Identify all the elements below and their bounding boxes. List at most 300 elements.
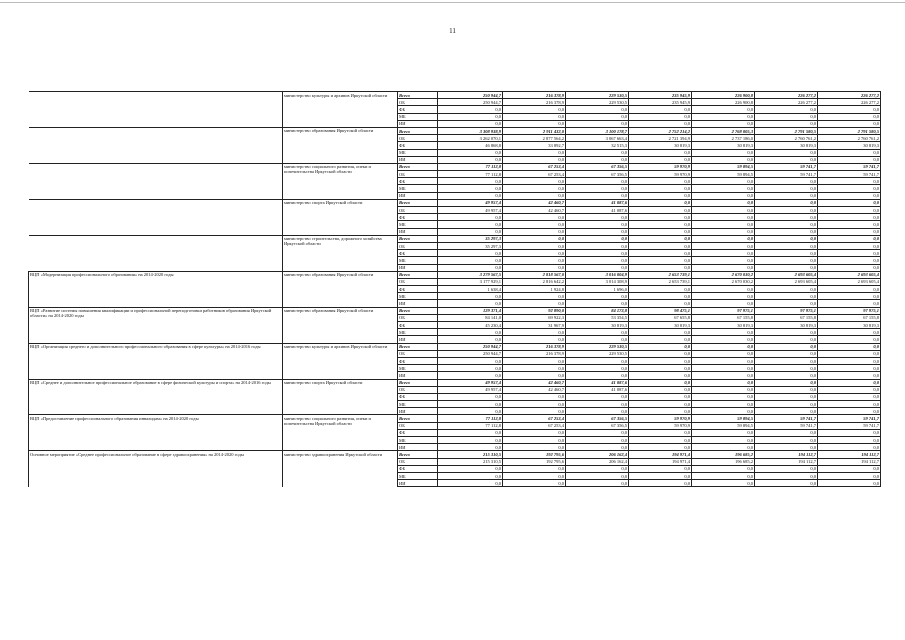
amount-cell: 0,0 (818, 336, 881, 343)
funding-source-cell: Всего (398, 163, 438, 170)
amount-cell: 0,0 (818, 120, 881, 127)
amount-cell: 0,0 (438, 437, 503, 444)
amount-cell: 0,0 (818, 192, 881, 199)
amount-cell: 0,0 (692, 444, 755, 451)
amount-cell: 0,0 (818, 221, 881, 228)
amount-cell: 2 752 214,2 (629, 127, 692, 134)
amount-cell: 0,0 (629, 199, 692, 206)
amount-cell: 0,0 (755, 444, 818, 451)
funding-source-cell: МБ (398, 365, 438, 372)
amount-cell: 0,0 (503, 393, 566, 400)
amount-cell: 0,0 (692, 401, 755, 408)
amount-cell: 0,0 (566, 113, 629, 120)
responsible-executor-cell: министерство социального развития, опеки и попечительства Иркутской области (283, 415, 398, 451)
amount-cell: 0,0 (755, 408, 818, 415)
amount-cell: 30 819,3 (818, 322, 881, 329)
amount-cell: 67 655,8 (629, 314, 692, 321)
amount-cell: 1 638,4 (438, 286, 503, 293)
amount-cell: 0,0 (692, 120, 755, 127)
amount-cell: 0,0 (438, 365, 503, 372)
amount-cell: 0,0 (503, 300, 566, 307)
program-name-cell (29, 235, 283, 271)
responsible-executor-cell: министерство спорта Иркутской области (283, 379, 398, 415)
amount-cell: 1 924,8 (503, 286, 566, 293)
amount-cell: 2 653 739,1 (629, 278, 692, 285)
amount-cell: 0,0 (692, 329, 755, 336)
amount-cell: 0,0 (566, 178, 629, 185)
amount-cell: 41 087,6 (566, 379, 629, 386)
amount-cell: 0,0 (503, 221, 566, 228)
amount-cell: 67 253,4 (503, 415, 566, 422)
amount-cell: 0,0 (755, 178, 818, 185)
funding-source-cell: ОБ (398, 278, 438, 285)
funding-source-cell: ИИ (398, 192, 438, 199)
amount-cell: 0,0 (818, 437, 881, 444)
amount-cell: 226 277,2 (818, 92, 881, 99)
amount-cell: 0,0 (818, 386, 881, 393)
amount-cell: 0,0 (755, 257, 818, 264)
amount-cell: 0,0 (818, 264, 881, 271)
amount-cell: 0,0 (755, 472, 818, 479)
amount-cell: 0,0 (755, 149, 818, 156)
amount-cell: 59 894,5 (692, 422, 755, 429)
funding-source-cell: Всего (398, 92, 438, 99)
amount-cell: 0,0 (692, 472, 755, 479)
amount-cell: 59 970,9 (629, 415, 692, 422)
funding-source-cell: ОБ (398, 350, 438, 357)
amount-cell: 0,0 (755, 372, 818, 379)
amount-cell: 59 741,7 (818, 163, 881, 170)
funding-source-cell: МБ (398, 113, 438, 120)
table-row (29, 92, 881, 99)
amount-cell: 0,0 (566, 264, 629, 271)
amount-cell: 0,0 (818, 149, 881, 156)
amount-cell: 0,0 (503, 401, 566, 408)
amount-cell: 84 173,8 (566, 307, 629, 314)
amount-cell: 2 760 761,2 (755, 135, 818, 142)
amount-cell: 3 308 938,9 (438, 127, 503, 134)
amount-cell: 0,0 (692, 393, 755, 400)
amount-cell: 0,0 (503, 185, 566, 192)
amount-cell: 0,0 (438, 293, 503, 300)
program-name-cell: ВЦП «Предоставление профессионального образования инвалидам» на 2014-2020 годы (29, 415, 283, 451)
amount-cell: 97 975,1 (755, 307, 818, 314)
amount-cell: 0,0 (755, 437, 818, 444)
funding-source-cell: МБ (398, 149, 438, 156)
amount-cell: 0,0 (755, 465, 818, 472)
amount-cell: 0,0 (566, 242, 629, 249)
amount-cell: 59 894,5 (692, 171, 755, 178)
page-top-border (0, 2, 905, 3)
amount-cell: 0,0 (692, 408, 755, 415)
amount-cell: 216 378,9 (503, 343, 566, 350)
amount-cell: 0,0 (818, 343, 881, 350)
funding-source-cell: МБ (398, 401, 438, 408)
amount-cell: 0,0 (692, 199, 755, 206)
amount-cell: 0,0 (503, 250, 566, 257)
amount-cell: 0,0 (503, 329, 566, 336)
amount-cell: 0,0 (438, 408, 503, 415)
amount-cell: 0,0 (818, 178, 881, 185)
amount-cell: 45 230,4 (438, 322, 503, 329)
amount-cell: 229 530,5 (566, 99, 629, 106)
funding-source-cell: МБ (398, 437, 438, 444)
amount-cell: 0,0 (692, 343, 755, 350)
amount-cell: 0,0 (503, 372, 566, 379)
funding-source-cell: ОБ (398, 99, 438, 106)
funding-source-cell: ФБ (398, 106, 438, 113)
amount-cell: 0,0 (755, 185, 818, 192)
amount-cell: 0,0 (566, 192, 629, 199)
amount-cell: 0,0 (692, 113, 755, 120)
amount-cell: 59 741,7 (818, 422, 881, 429)
amount-cell: 194 112,7 (818, 458, 881, 465)
funding-source-cell: Всего (398, 235, 438, 242)
amount-cell: 0,0 (438, 429, 503, 436)
amount-cell: 0,0 (755, 207, 818, 214)
amount-cell: 0,0 (503, 480, 566, 487)
amount-cell: 0,0 (503, 235, 566, 242)
amount-cell: 2 791 580,5 (818, 127, 881, 134)
amount-cell: 0,0 (566, 393, 629, 400)
amount-cell: 0,0 (566, 221, 629, 228)
table-row (29, 235, 881, 242)
amount-cell: 0,0 (503, 120, 566, 127)
amount-cell: 0,0 (438, 465, 503, 472)
amount-cell: 0,0 (566, 257, 629, 264)
amount-cell: 30 819,3 (692, 142, 755, 149)
amount-cell: 0,0 (692, 379, 755, 386)
amount-cell: 67 356,5 (566, 415, 629, 422)
amount-cell: 0,0 (818, 372, 881, 379)
amount-cell: 0,0 (629, 343, 692, 350)
amount-cell: 67 155,8 (692, 314, 755, 321)
amount-cell: 0,0 (692, 257, 755, 264)
amount-cell: 0,0 (629, 235, 692, 242)
amount-cell: 0,0 (438, 106, 503, 113)
amount-cell: 226 900,8 (692, 99, 755, 106)
responsible-executor-cell: министерство культуры и архивов Иркутской области (283, 92, 398, 128)
amount-cell: 226 900,8 (692, 92, 755, 99)
amount-cell: 0,0 (566, 106, 629, 113)
amount-cell: 0,0 (438, 480, 503, 487)
amount-cell: 0,0 (629, 437, 692, 444)
amount-cell: 0,0 (629, 113, 692, 120)
amount-cell: 0,0 (629, 250, 692, 257)
program-name-cell (29, 163, 283, 199)
amount-cell: 2 877 564,2 (503, 135, 566, 142)
amount-cell: 194 971,4 (629, 458, 692, 465)
amount-cell: 0,0 (692, 156, 755, 163)
amount-cell: 77 112,8 (438, 163, 503, 170)
amount-cell: 0,0 (755, 365, 818, 372)
funding-source-cell: Всего (398, 379, 438, 386)
amount-cell: 0,0 (818, 444, 881, 451)
amount-cell: 0,0 (438, 336, 503, 343)
amount-cell: 206 162,4 (566, 451, 629, 458)
amount-cell: 0,0 (503, 214, 566, 221)
amount-cell: 42 460,7 (503, 199, 566, 206)
amount-cell: 2 693 605,4 (818, 271, 881, 278)
amount-cell: 192 795,6 (503, 451, 566, 458)
funding-source-cell: МБ (398, 185, 438, 192)
responsible-executor-cell: министерство здравоохранения Иркутской области (283, 451, 398, 487)
amount-cell: 0,0 (692, 372, 755, 379)
amount-cell: 1 696,0 (566, 286, 629, 293)
funding-source-cell: ИИ (398, 336, 438, 343)
amount-cell: 30 819,3 (566, 322, 629, 329)
amount-cell: 0,0 (629, 365, 692, 372)
amount-cell: 0,0 (629, 350, 692, 357)
amount-cell: 0,0 (566, 480, 629, 487)
amount-cell: 0,0 (818, 250, 881, 257)
amount-cell: 0,0 (818, 106, 881, 113)
amount-cell: 49 957,4 (438, 207, 503, 214)
funding-source-cell: ИИ (398, 156, 438, 163)
amount-cell: 0,0 (755, 393, 818, 400)
amount-cell: 42 460,7 (503, 386, 566, 393)
amount-cell: 0,0 (566, 444, 629, 451)
amount-cell: 0,0 (692, 286, 755, 293)
table-row (29, 271, 881, 278)
amount-cell: 0,0 (755, 293, 818, 300)
amount-cell: 67 253,4 (503, 422, 566, 429)
amount-cell: 0,0 (566, 185, 629, 192)
amount-cell: 0,0 (692, 185, 755, 192)
amount-cell: 42 460,7 (503, 379, 566, 386)
amount-cell: 0,0 (566, 149, 629, 156)
amount-cell: 235 945,9 (629, 99, 692, 106)
funding-source-cell: Всего (398, 199, 438, 206)
amount-cell: 0,0 (818, 156, 881, 163)
amount-cell: 0,0 (503, 357, 566, 364)
funding-source-cell: ИИ (398, 228, 438, 235)
amount-cell: 0,0 (629, 372, 692, 379)
amount-cell: 92 890,0 (503, 307, 566, 314)
funding-source-cell: ИИ (398, 120, 438, 127)
amount-cell: 30 819,3 (629, 142, 692, 149)
amount-cell: 0,0 (692, 437, 755, 444)
amount-cell: 0,0 (629, 293, 692, 300)
amount-cell: 0,0 (818, 300, 881, 307)
table-row (29, 343, 881, 350)
amount-cell: 2 693 605,4 (755, 271, 818, 278)
amount-cell: 2 768 005,3 (692, 127, 755, 134)
amount-cell: 0,0 (818, 257, 881, 264)
amount-cell: 2 653 739,1 (629, 271, 692, 278)
amount-cell: 69 922,3 (503, 314, 566, 321)
amount-cell: 0,0 (438, 444, 503, 451)
amount-cell: 0,0 (503, 156, 566, 163)
amount-cell: 59 970,9 (629, 171, 692, 178)
amount-cell: 0,0 (438, 192, 503, 199)
amount-cell: 0,0 (692, 293, 755, 300)
funding-source-cell: ОБ (398, 458, 438, 465)
amount-cell: 0,0 (755, 235, 818, 242)
amount-cell: 0,0 (692, 221, 755, 228)
amount-cell: 0,0 (629, 465, 692, 472)
amount-cell: 0,0 (629, 444, 692, 451)
amount-cell: 0,0 (503, 336, 566, 343)
funding-source-cell: ИИ (398, 444, 438, 451)
amount-cell: 0,0 (629, 357, 692, 364)
amount-cell: 0,0 (629, 379, 692, 386)
amount-cell: 0,0 (566, 429, 629, 436)
table-row (29, 199, 881, 206)
table-row (29, 307, 881, 314)
amount-cell: 0,0 (438, 228, 503, 235)
amount-cell: 0,0 (566, 300, 629, 307)
amount-cell: 41 087,6 (566, 386, 629, 393)
funding-source-cell: ОБ (398, 422, 438, 429)
amount-cell: 0,0 (692, 106, 755, 113)
funding-source-cell: ОБ (398, 207, 438, 214)
amount-cell: 0,0 (566, 329, 629, 336)
amount-cell: 0,0 (629, 472, 692, 479)
amount-cell: 0,0 (438, 185, 503, 192)
amount-cell: 0,0 (566, 472, 629, 479)
amount-cell: 0,0 (566, 401, 629, 408)
amount-cell: 0,0 (692, 365, 755, 372)
amount-cell: 0,0 (755, 120, 818, 127)
amount-cell: 0,0 (503, 429, 566, 436)
amount-cell: 41 087,6 (566, 199, 629, 206)
amount-cell: 31 967,9 (503, 322, 566, 329)
amount-cell: 0,0 (503, 113, 566, 120)
amount-cell: 2 670 030,2 (692, 271, 755, 278)
funding-source-cell: ИИ (398, 372, 438, 379)
amount-cell: 0,0 (755, 336, 818, 343)
program-name-cell: ВЦП «Среднее и дополнительное профессиональное образование в сфере физической культуры и спорта» на 2014-2016 годы (29, 379, 283, 415)
amount-cell: 0,0 (755, 156, 818, 163)
amount-cell: 0,0 (438, 120, 503, 127)
amount-cell: 0,0 (755, 242, 818, 249)
amount-cell: 0,0 (755, 401, 818, 408)
amount-cell: 33 892,7 (503, 142, 566, 149)
funding-source-cell: ИИ (398, 264, 438, 271)
amount-cell: 0,0 (755, 379, 818, 386)
funding-source-cell: ФБ (398, 250, 438, 257)
amount-cell: 0,0 (818, 408, 881, 415)
amount-cell: 0,0 (566, 408, 629, 415)
amount-cell: 0,0 (629, 429, 692, 436)
program-name-cell: ВЦП «Развитие системы повышения квалификации и профессиональной переподготовки работников образования Иркутской области» на 2014-2020 годы (29, 307, 283, 343)
amount-cell: 0,0 (566, 357, 629, 364)
amount-cell: 2 791 580,5 (755, 127, 818, 134)
amount-cell: 3 016 004,9 (566, 271, 629, 278)
budget-table-body (29, 92, 881, 487)
amount-cell: 0,0 (755, 386, 818, 393)
amount-cell: 59 894,5 (692, 415, 755, 422)
amount-cell: 30 819,3 (755, 322, 818, 329)
amount-cell: 59 894,5 (692, 163, 755, 170)
amount-cell: 194 112,7 (755, 458, 818, 465)
amount-cell: 2 737 186,0 (692, 135, 755, 142)
amount-cell: 0,0 (438, 300, 503, 307)
amount-cell: 35 297,3 (438, 235, 503, 242)
amount-cell: 0,0 (503, 257, 566, 264)
amount-cell: 194 971,4 (629, 451, 692, 458)
amount-cell: 0,0 (692, 149, 755, 156)
amount-cell: 59 741,7 (755, 171, 818, 178)
funding-source-cell: МБ (398, 293, 438, 300)
amount-cell: 0,0 (503, 192, 566, 199)
funding-source-cell: МБ (398, 257, 438, 264)
funding-source-cell: ФБ (398, 465, 438, 472)
amount-cell: 97 975,1 (692, 307, 755, 314)
program-name-cell: ВЦП «Модернизация профессионального образования» на 2014-2020 годы (29, 271, 283, 307)
amount-cell: 0,0 (755, 199, 818, 206)
amount-cell: 3 262 070,1 (438, 135, 503, 142)
amount-cell: 3 100 178,7 (566, 127, 629, 134)
amount-cell: 0,0 (629, 178, 692, 185)
amount-cell: 0,0 (438, 250, 503, 257)
amount-cell: 42 460,7 (503, 207, 566, 214)
funding-source-cell: ИИ (398, 300, 438, 307)
amount-cell: 0,0 (818, 199, 881, 206)
amount-cell: 2 721 394,9 (629, 135, 692, 142)
amount-cell: 67 356,5 (566, 422, 629, 429)
amount-cell: 250 944,7 (438, 343, 503, 350)
amount-cell: 0,0 (818, 242, 881, 249)
amount-cell: 0,0 (503, 242, 566, 249)
amount-cell: 0,0 (818, 393, 881, 400)
amount-cell: 0,0 (755, 480, 818, 487)
amount-cell: 0,0 (755, 350, 818, 357)
funding-source-cell: ФБ (398, 178, 438, 185)
amount-cell: 0,0 (629, 264, 692, 271)
amount-cell: 0,0 (629, 214, 692, 221)
amount-cell: 77 112,8 (438, 171, 503, 178)
amount-cell: 2 693 605,4 (818, 278, 881, 285)
funding-source-cell: ОБ (398, 314, 438, 321)
amount-cell: 0,0 (629, 156, 692, 163)
amount-cell: 0,0 (692, 357, 755, 364)
amount-cell: 0,0 (629, 242, 692, 249)
amount-cell: 59 970,9 (629, 163, 692, 170)
amount-cell: 0,0 (503, 472, 566, 479)
amount-cell: 206 162,4 (566, 458, 629, 465)
amount-cell: 0,0 (818, 214, 881, 221)
amount-cell: 3 014 308,9 (566, 278, 629, 285)
amount-cell: 35 297,3 (438, 242, 503, 249)
program-name-cell (29, 199, 283, 235)
amount-cell: 0,0 (692, 242, 755, 249)
amount-cell: 0,0 (566, 214, 629, 221)
amount-cell: 0,0 (566, 235, 629, 242)
amount-cell: 0,0 (755, 264, 818, 271)
amount-cell: 0,0 (503, 264, 566, 271)
amount-cell: 0,0 (755, 221, 818, 228)
amount-cell: 41 087,6 (566, 207, 629, 214)
amount-cell: 0,0 (692, 192, 755, 199)
amount-cell: 196 685,2 (692, 451, 755, 458)
amount-cell: 0,0 (629, 329, 692, 336)
amount-cell: 0,0 (438, 214, 503, 221)
responsible-executor-cell: министерство образования Иркутской области (283, 127, 398, 163)
funding-source-cell: ИИ (398, 408, 438, 415)
responsible-executor-cell: министерство образования Иркутской области (283, 271, 398, 307)
amount-cell: 30 819,3 (629, 322, 692, 329)
funding-source-cell: ФБ (398, 393, 438, 400)
amount-cell: 0,0 (503, 408, 566, 415)
amount-cell: 0,0 (438, 329, 503, 336)
amount-cell: 229 530,5 (566, 92, 629, 99)
amount-cell: 53 354,5 (566, 314, 629, 321)
amount-cell: 67 356,5 (566, 171, 629, 178)
amount-cell: 0,0 (692, 264, 755, 271)
amount-cell: 0,0 (566, 372, 629, 379)
